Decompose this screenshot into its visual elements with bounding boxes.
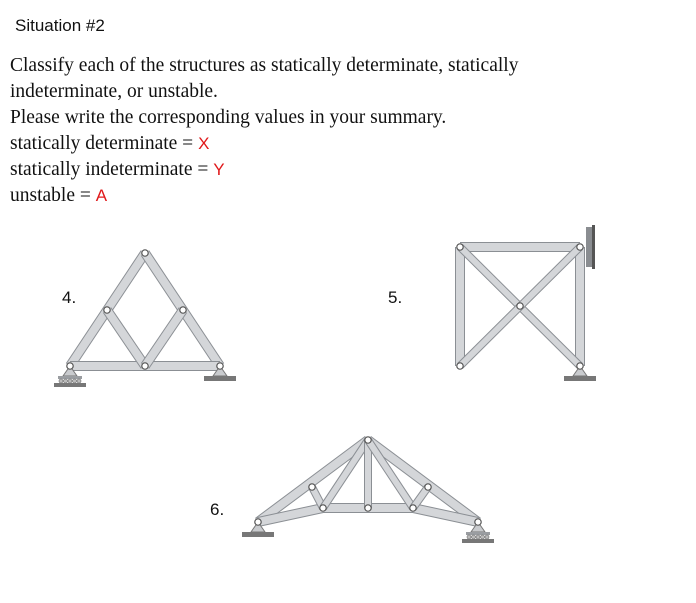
pin-joint <box>577 244 583 250</box>
instruction-line-3: Please write the corresponding values in your summary. <box>10 107 447 128</box>
legend-unstable-label: unstable = <box>10 185 91 206</box>
wall-support <box>586 225 595 269</box>
instruction-line-2: indeterminate, or unstable. <box>10 81 218 102</box>
pin-joint <box>517 303 523 309</box>
figure-6-structure <box>242 437 494 543</box>
truss-member-face <box>107 310 145 366</box>
pin-joint <box>457 244 463 250</box>
pin-joint <box>309 484 315 490</box>
legend-determinate-code: X <box>198 134 210 153</box>
pin-joint <box>365 505 371 511</box>
pin-joint <box>320 505 326 511</box>
pin-joint <box>577 363 583 369</box>
pin-joint <box>255 519 261 525</box>
legend-indeterminate-code: Y <box>213 160 225 179</box>
pin-joint <box>457 363 463 369</box>
instruction-line-1: Classify each of the structures as statically determinate, statically <box>10 55 519 76</box>
figure-4-structure <box>54 250 236 387</box>
pin-joint <box>67 363 73 369</box>
pin-joint <box>104 307 110 313</box>
pin-joint <box>180 307 186 313</box>
legend-indeterminate-label: statically indeterminate = <box>10 159 209 180</box>
truss-member-face <box>145 310 183 366</box>
legend-determinate-label: statically determinate = <box>10 133 194 154</box>
legend-unstable-code: A <box>95 186 108 205</box>
pin-joint <box>365 437 371 443</box>
figure-5-structure <box>457 225 596 381</box>
pin-joint <box>142 363 148 369</box>
figure-6-number: 6. <box>210 500 225 519</box>
figure-5-number: 5. <box>388 288 403 307</box>
pin-joint <box>425 484 431 490</box>
pin-joint <box>217 363 223 369</box>
pin-joint <box>410 505 416 511</box>
pin-joint <box>475 519 481 525</box>
figure-4-number: 4. <box>62 288 77 307</box>
situation-heading: Situation #2 <box>15 16 105 35</box>
pin-joint <box>142 250 148 256</box>
